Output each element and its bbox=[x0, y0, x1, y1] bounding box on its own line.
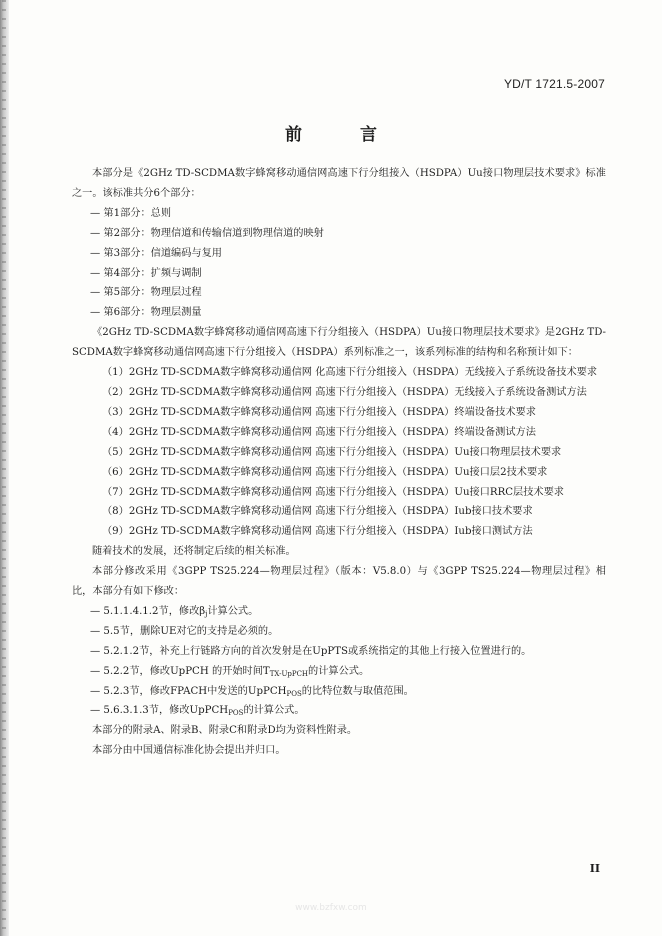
change-item bbox=[72, 682, 606, 702]
change-text: — 5.6.3.1.3节，修改UpPCH bbox=[90, 705, 229, 717]
series-item: （9）2GHz TD-SCDMA数字蜂窝移动通信网 高速下行分组接入（HSDPA）Iub接口测试方法 bbox=[102, 526, 533, 538]
part-item: — 第5部分：物理层过程 bbox=[90, 287, 202, 299]
change-text: — 5.2.2节，修改UpPCH 的开始时间T bbox=[90, 665, 270, 677]
standard-code: YD/T 1721.5-2007 bbox=[503, 77, 605, 91]
watermark: www.bzfxw.com bbox=[295, 903, 367, 913]
change-item: — 5.5节，删除UE对它的支持是必须的。 bbox=[90, 625, 279, 637]
change-item bbox=[72, 662, 606, 682]
page-title: 前 言 bbox=[285, 125, 403, 145]
part-item: — 第1部分：总则 bbox=[90, 207, 172, 219]
change-text: — 5.2.3节，修改FPACH中发送的UpPCH bbox=[90, 685, 287, 697]
change-text: 计算公式。 bbox=[207, 605, 259, 617]
change-item bbox=[72, 602, 606, 622]
series-item: （2）2GHz TD-SCDMA数字蜂窝移动通信网 高速下行分组接入（HSDPA）无线接入子系统设备测试方法 bbox=[102, 386, 587, 398]
change-subscript: TX-UpPCH bbox=[269, 669, 309, 678]
change-item: — 5.2.1.2节，补充上行链路方向的首次发射是在UpPTS或系统指定的其他上行接入位置进行的。 bbox=[90, 645, 532, 657]
change-text: 的计算公式。 bbox=[308, 665, 370, 677]
change-text: 的比特位数与取值范围。 bbox=[301, 685, 414, 697]
series-item: （4）2GHz TD-SCDMA数字蜂窝移动通信网 高速下行分组接入（HSDPA）终端设备测试方法 bbox=[102, 426, 536, 438]
change-subscript: POS bbox=[286, 689, 302, 698]
part-item: — 第6部分：物理层测量 bbox=[90, 307, 202, 319]
series-intro-paragraph: 《2GHz TD-SCDMA数字蜂窝移动通信网高速下行分组接入（HSDPA）Uu接口物理层技术要求》是2GHz TD-SCDMA数字蜂窝移动通信网高速下行分组接入（HSDPA）系列标准之一，该系列标准的结构和名称预计如下： bbox=[72, 327, 606, 359]
series-item: （8）2GHz TD-SCDMA数字蜂窝移动通信网 高速下行分组接入（HSDPA）Iub接口技术要求 bbox=[102, 506, 533, 518]
organization-note: 本部分由中国通信标准化协会提出并归口。 bbox=[92, 745, 286, 757]
document-body bbox=[72, 164, 606, 761]
part-item: — 第4部分：扩频与调制 bbox=[90, 267, 202, 279]
changes-intro-paragraph: 本部分修改采用《3GPP TS25.224—物理层过程》（版本：V5.8.0）与《3GPP TS25.224—物理层过程》相比，本部分有如下修改： bbox=[72, 566, 606, 598]
series-item: （1）2GHz TD-SCDMA数字蜂窝移动通信网 化高速下行分组接入（HSDPA）无线接入子系统设备技术要求 bbox=[102, 367, 598, 379]
series-item: （7）2GHz TD-SCDMA数字蜂窝移动通信网 高速下行分组接入（HSDPA）Uu接口RRC层技术要求 bbox=[102, 486, 564, 498]
part-item: — 第2部分：物理信道和传输信道到物理信道的映射 bbox=[90, 227, 324, 239]
part-item: — 第3部分：信道编码与复用 bbox=[90, 247, 222, 259]
appendix-note: 本部分的附录A、附录B、附录C和附录D均为资料性附录。 bbox=[92, 725, 358, 737]
change-subscript: POS bbox=[228, 709, 244, 718]
change-text: 的计算公式。 bbox=[243, 705, 305, 717]
series-item: （3）2GHz TD-SCDMA数字蜂窝移动通信网 高速下行分组接入（HSDPA）终端设备技术要求 bbox=[102, 406, 536, 418]
intro-paragraph: 本部分是《2GHz TD-SCDMA数字蜂窝移动通信网高速下行分组接入（HSDPA）Uu接口物理层技术要求》标准之一。该标准共分6个部分： bbox=[72, 168, 606, 199]
change-item bbox=[72, 701, 606, 721]
series-item: （6）2GHz TD-SCDMA数字蜂窝移动通信网 高速下行分组接入（HSDPA）Uu接口层2技术要求 bbox=[102, 466, 548, 478]
series-item: （5）2GHz TD-SCDMA数字蜂窝移动通信网 高速下行分组接入（HSDPA）Uu接口物理层技术要求 bbox=[102, 446, 562, 458]
change-subscript: j bbox=[205, 609, 208, 618]
page-number: II bbox=[589, 862, 600, 875]
future-note: 随着技术的发展，还将制定后续的相关标准。 bbox=[92, 546, 296, 558]
change-text: — 5.1.1.4.1.2节，修改β bbox=[90, 605, 206, 617]
